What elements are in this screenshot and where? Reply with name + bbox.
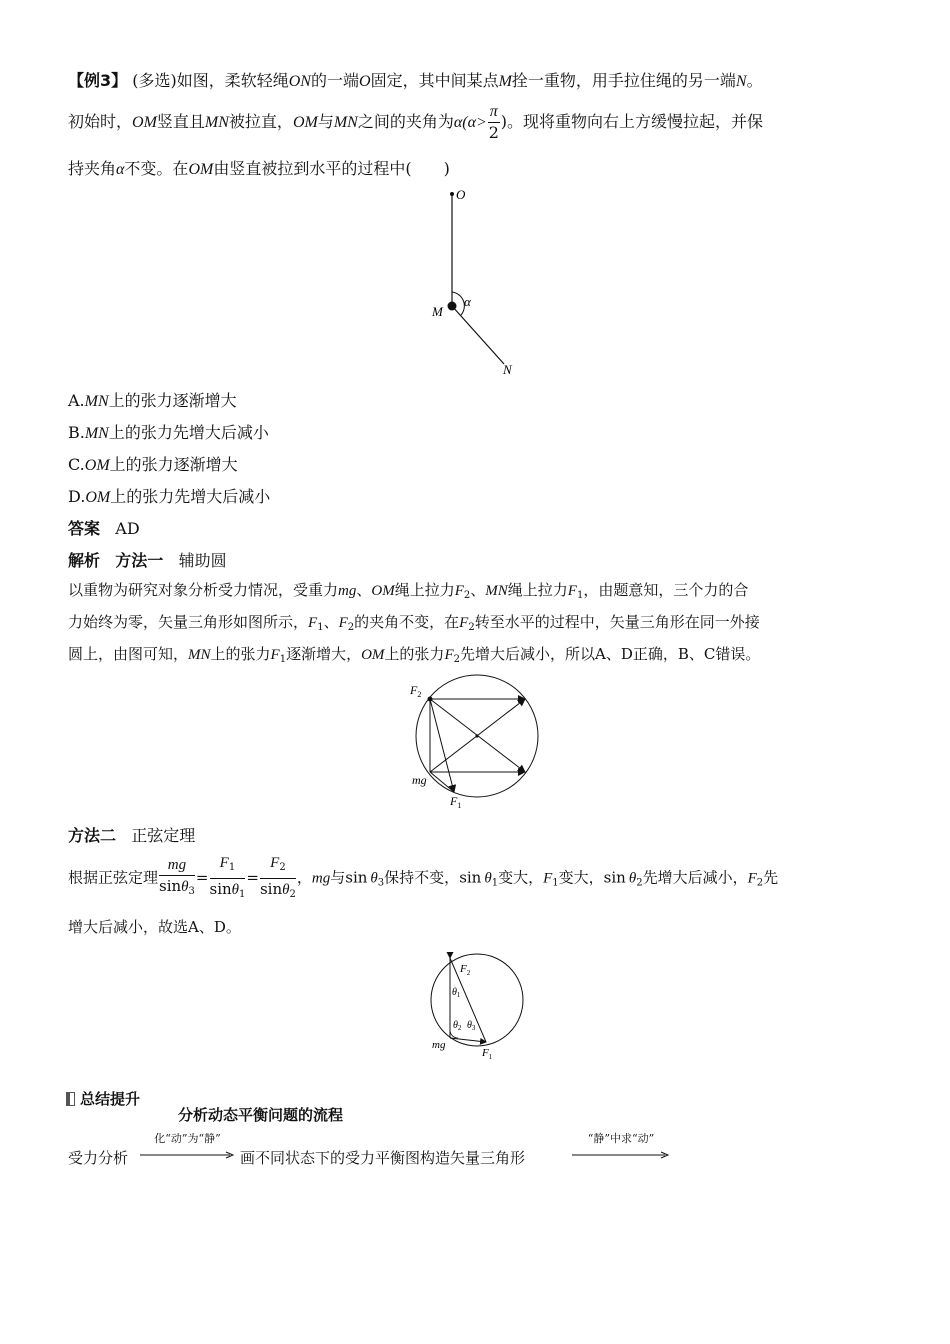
arrow-right-icon (140, 1149, 235, 1161)
analysis-header: 解析 方法一 辅助圆 (68, 551, 227, 570)
fraction-f1: $\frac{F_1}{\sin\theta_1}$ (210, 852, 246, 905)
f1-vector (430, 699, 454, 792)
label-f1: $F_1$ (450, 794, 462, 810)
option-d: D.OM上的张力先增大后减小 (68, 487, 271, 506)
option-c: C.OM上的张力逐渐增大 (68, 455, 238, 474)
flow-arrow-1: 化“动”为“静” (140, 1130, 235, 1165)
label-n: N (503, 362, 512, 377)
answer-value: AD (115, 519, 140, 538)
flow-step-2: 画不同状态下的受力平衡图构造矢量三角形 (240, 1149, 526, 1167)
sine-law-diagram (420, 950, 540, 1068)
pi-over-two: $\frac{\pi}{2}$ (488, 103, 499, 142)
label-theta3: $\theta_3$ (467, 1020, 476, 1032)
circumcircle-2 (431, 954, 523, 1046)
label-theta2: $\theta_2$ (453, 1020, 462, 1032)
label-m: M (432, 304, 443, 319)
answer-line (68, 516, 140, 539)
rope-mn (452, 306, 504, 364)
book-icon (66, 1092, 75, 1106)
option-b: B.MN上的张力先增大后减小 (68, 423, 269, 442)
label-o: O (456, 187, 466, 202)
label-f1-3: $F_1$ (482, 1047, 493, 1061)
summary-heading: 总结提升 (66, 1088, 140, 1109)
option-a: A.MN上的张力逐渐增大 (68, 391, 237, 410)
analysis-p1: 以重物为研究对象分析受力情况，受重力mg、OM绳上拉力$F_2$、MN绳上拉力$F_1$，由题意知，三个力的合 (68, 581, 749, 601)
label-theta1: $\theta_1$ (452, 987, 461, 999)
flow-arrow-2: “静”中求“动” (572, 1130, 670, 1165)
weight-m (448, 302, 457, 311)
summary-title: 分析动态平衡问题的流程 (178, 1106, 344, 1124)
auxiliary-circle-diagram (400, 672, 550, 812)
flow-step-1: 受力分析 (68, 1149, 129, 1167)
analysis-p2: 力始终为零，矢量三角形如图所示，$F_1$、$F_2$的夹角不变，在$F_2$转至水平的过程中，矢量三角形在同一外接 (68, 613, 760, 633)
fraction-f2: $\frac{F_2}{\sin\theta_2}$ (260, 852, 296, 905)
analysis-p3: 圆上，由图可知，MN上的张力$F_1$逐渐增大，OM上的张力$F_2$先增大后减小，所以A、D正确，B、C错误。 (68, 645, 761, 665)
label-alpha: α (464, 294, 471, 309)
example-tag: 【例3】 (68, 71, 128, 90)
problem-line-2: 初始时，OM竖直且MN被拉直，OM与MN之间的夹角为α(α> $\frac{\pi}{2}$ )。现将重物向右上方缓慢拉起，并保 (68, 103, 764, 142)
label-f2-3: $F_2$ (460, 963, 471, 977)
label-f2: $F_2$ (410, 683, 422, 699)
problem-line-3: 持夹角α不变。在OM由竖直被拉到水平的过程中( ) (68, 159, 450, 178)
method2-p5: 增大后减小，故选A、D。 (68, 918, 241, 936)
label-mg-3: mg (432, 1039, 446, 1051)
theta2-arc (450, 1030, 458, 1038)
answer-label: 答案 (68, 519, 101, 538)
problem-line-1: 【例3】 (多选)如图，柔软轻绳ON的一端O固定，其中间某点M拴一重物，用手拉住绳的另一端N。 (68, 71, 763, 90)
arrow-right-icon (572, 1149, 670, 1161)
f2-point (428, 697, 433, 702)
f1-vector-2 (430, 772, 454, 792)
rope-diagram (420, 180, 540, 380)
method2-header: 方法二 正弦定理 (68, 826, 196, 845)
label-mg: mg (412, 773, 427, 787)
f1-vector-3 (450, 1038, 486, 1042)
method2-formula-line: 根据正弦定理 $\frac{mg}{\sin\theta_3}$ = $\frac{F_1}{\sin\theta_1}$ = $\frac{F_2}{\sin\theta_2}$ ，mg与$\sin \theta_3$保持不变，$\sin \theta_1$变大，$F_1$变大，$\sin \theta_2$先增大后减小，$F_2$先 (68, 852, 778, 905)
fraction-mg: $\frac{mg}{\sin\theta_3}$ (159, 857, 195, 897)
